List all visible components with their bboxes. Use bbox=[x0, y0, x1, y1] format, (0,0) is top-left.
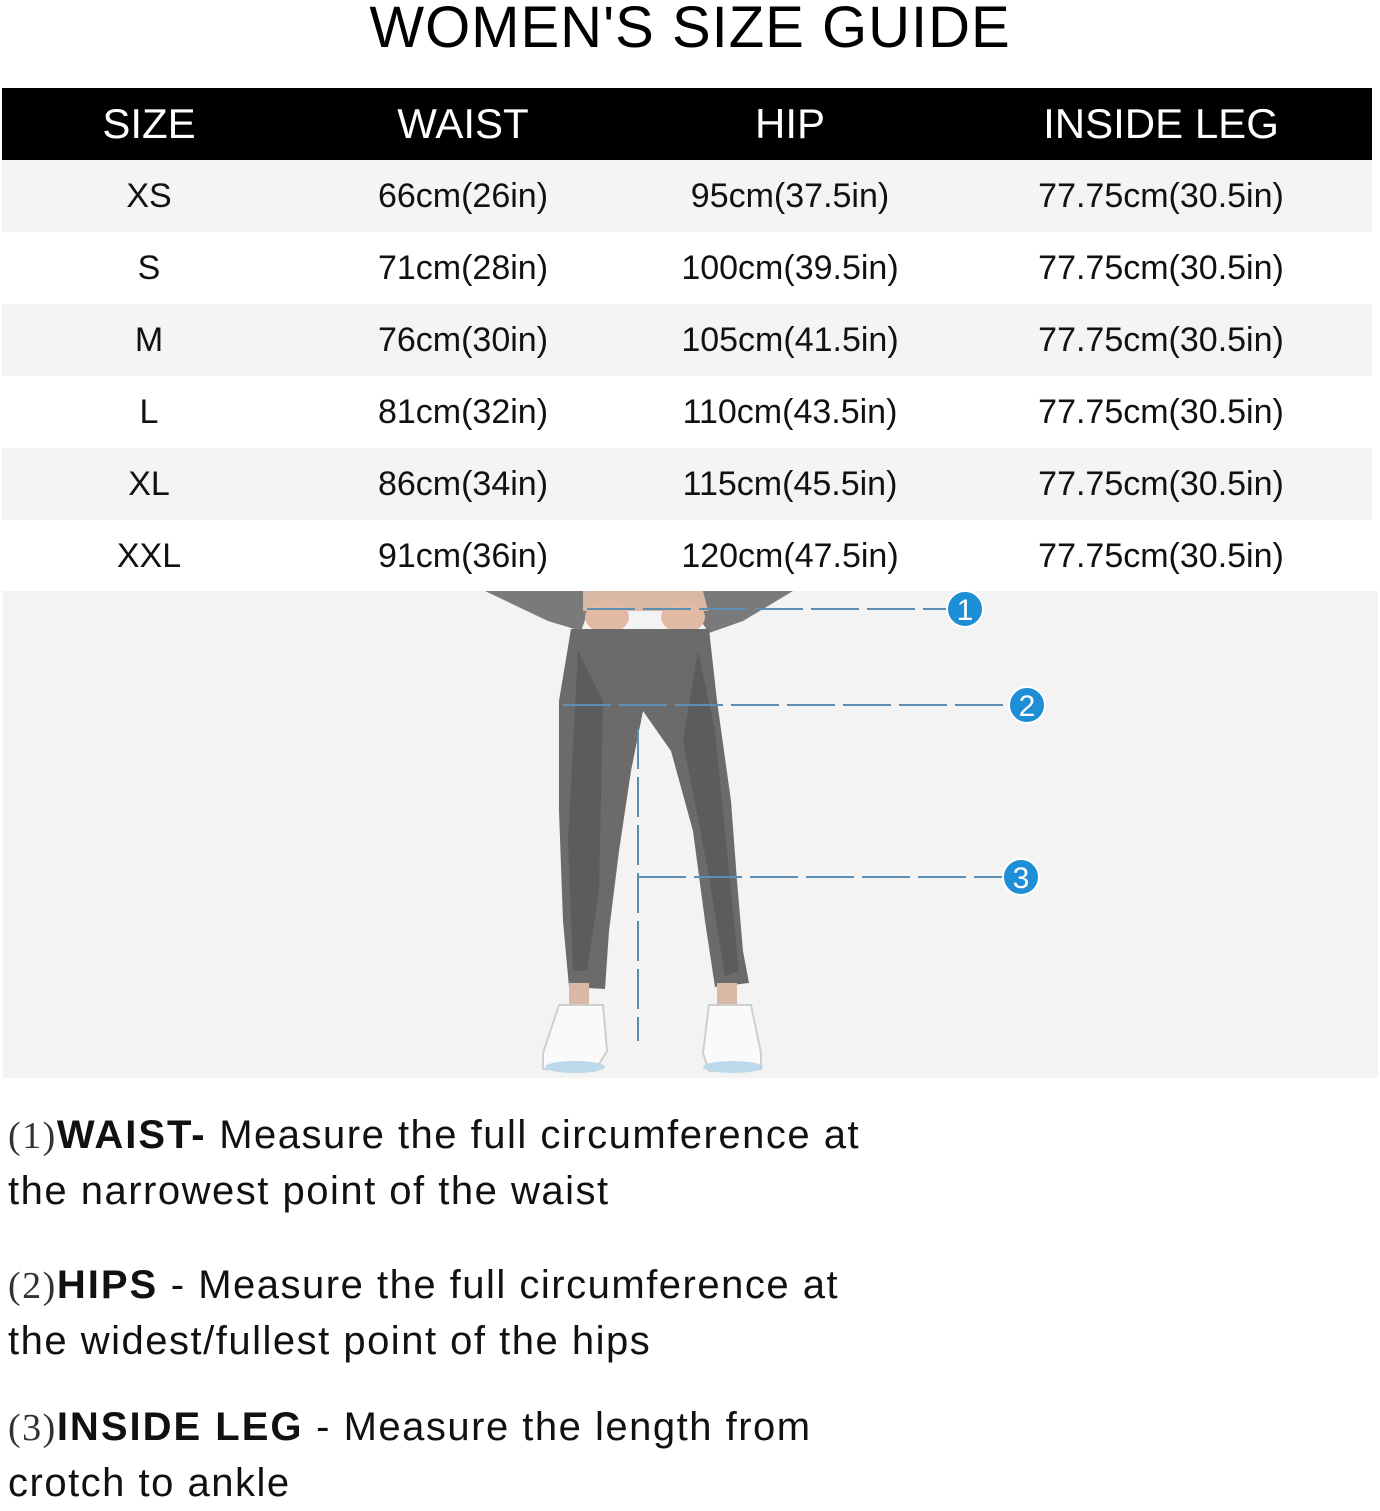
inside-leg-cell: 77.75cm(30.5in) bbox=[950, 304, 1372, 376]
marker-2-label: 2 bbox=[1018, 690, 1036, 723]
size-cell: XXL bbox=[2, 520, 296, 592]
instruction-waist bbox=[8, 1108, 1108, 1219]
hip-cell: 115cm(45.5in) bbox=[630, 448, 950, 520]
instruction-text: crotch to ankle bbox=[8, 1461, 291, 1505]
measurement-figure bbox=[3, 591, 1378, 1078]
instruction-text: the widest/fullest point of the hips bbox=[8, 1319, 652, 1363]
instruction-hips bbox=[8, 1258, 1108, 1369]
marker-3-label: 3 bbox=[1012, 862, 1030, 895]
instruction-text: the narrowest point of the waist bbox=[8, 1169, 610, 1213]
hip-cell: 120cm(47.5in) bbox=[630, 520, 950, 592]
inside-leg-cell: 77.75cm(30.5in) bbox=[950, 448, 1372, 520]
size-cell: XS bbox=[2, 160, 296, 232]
column-header-size: SIZE bbox=[2, 88, 296, 160]
instruction-key: INSIDE LEG bbox=[56, 1405, 304, 1449]
table-row bbox=[2, 232, 1372, 304]
inside-leg-cell: 77.75cm(30.5in) bbox=[950, 376, 1372, 448]
waist-cell: 91cm(36in) bbox=[296, 520, 630, 592]
table-row bbox=[2, 304, 1372, 376]
instruction-number: (3) bbox=[8, 1407, 57, 1449]
column-header-inside-leg: INSIDE LEG bbox=[950, 88, 1372, 160]
column-header-hip: HIP bbox=[630, 88, 950, 160]
size-cell: S bbox=[2, 232, 296, 304]
right-shoe-sole bbox=[703, 1061, 763, 1073]
waist-cell: 71cm(28in) bbox=[296, 232, 630, 304]
table-row bbox=[2, 160, 1372, 232]
marker-1-label: 1 bbox=[956, 594, 974, 627]
column-header-waist: WAIST bbox=[296, 88, 630, 160]
inside-leg-cell: 77.75cm(30.5in) bbox=[950, 232, 1372, 304]
hip-cell: 110cm(43.5in) bbox=[630, 376, 950, 448]
table-row bbox=[2, 376, 1372, 448]
inside-leg-cell: 77.75cm(30.5in) bbox=[950, 520, 1372, 592]
hip-cell: 100cm(39.5in) bbox=[630, 232, 950, 304]
instruction-key: WAIST- bbox=[56, 1113, 207, 1157]
size-cell: L bbox=[2, 376, 296, 448]
size-table bbox=[2, 88, 1372, 592]
hip-cell: 95cm(37.5in) bbox=[630, 160, 950, 232]
instruction-text: - Measure the full circumference at bbox=[158, 1263, 840, 1307]
left-hand bbox=[585, 601, 629, 633]
page-title: WOMEN'S SIZE GUIDE bbox=[369, 0, 1011, 60]
size-cell: XL bbox=[2, 448, 296, 520]
table-row bbox=[2, 448, 1372, 520]
left-shoe-sole bbox=[545, 1061, 605, 1073]
waist-cell: 76cm(30in) bbox=[296, 304, 630, 376]
instruction-number: (1) bbox=[8, 1115, 57, 1157]
waist-cell: 66cm(26in) bbox=[296, 160, 630, 232]
inside-leg-cell: 77.75cm(30.5in) bbox=[950, 160, 1372, 232]
hip-cell: 105cm(41.5in) bbox=[630, 304, 950, 376]
table-row bbox=[2, 520, 1372, 592]
instruction-number: (2) bbox=[8, 1265, 57, 1307]
waist-cell: 86cm(34in) bbox=[296, 448, 630, 520]
model-illustration bbox=[3, 591, 1378, 1078]
right-hand bbox=[661, 601, 705, 633]
instruction-inside-leg bbox=[8, 1400, 1108, 1511]
instruction-key: HIPS bbox=[56, 1263, 159, 1307]
table-header-row bbox=[2, 88, 1372, 160]
size-cell: M bbox=[2, 304, 296, 376]
instruction-text: - Measure the length from bbox=[303, 1405, 812, 1449]
instruction-text: Measure the full circumference at bbox=[206, 1113, 861, 1157]
waist-cell: 81cm(32in) bbox=[296, 376, 630, 448]
